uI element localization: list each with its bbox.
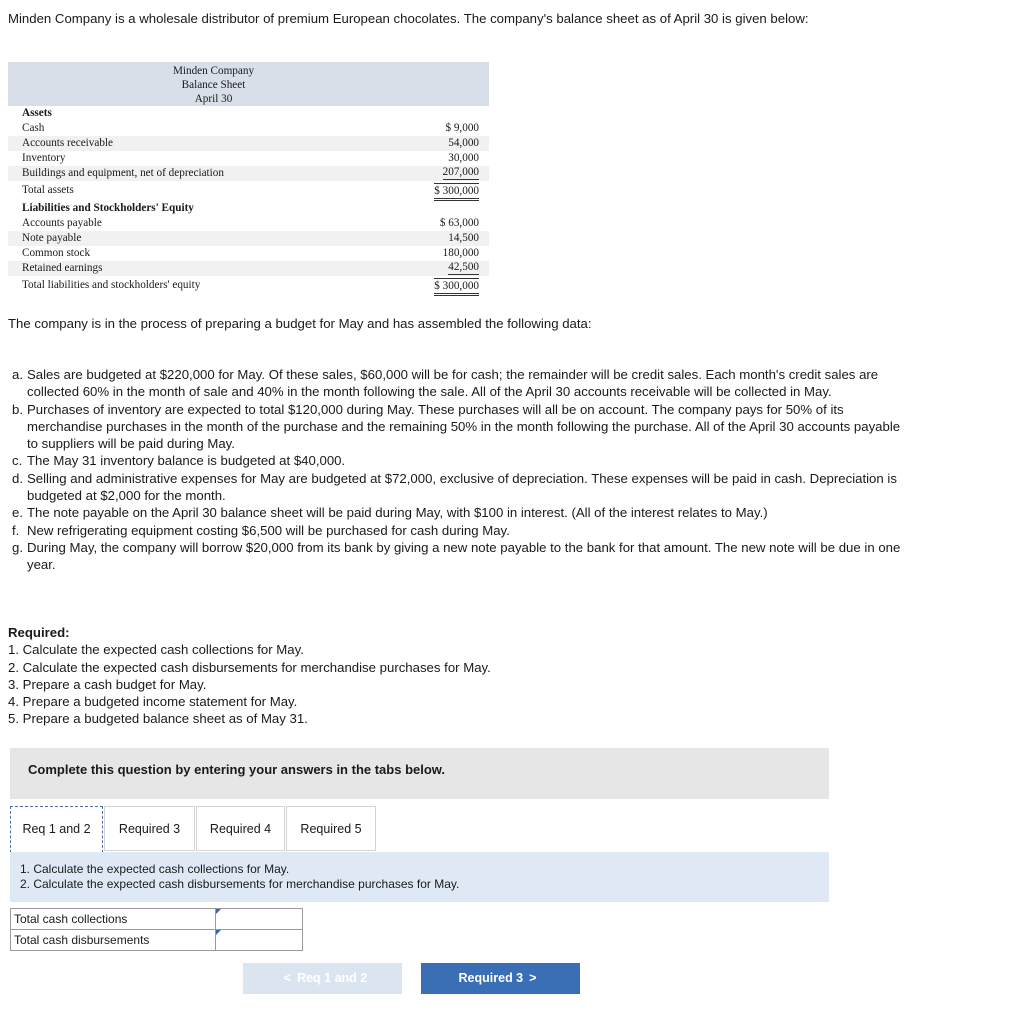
list-item: d. Selling and administrative expenses for May are budgeted at $72,000, exclusive of depreciation. These expenses will be paid in cash. Depreciation is budgeted at $2,000 for the month. [12,470,897,504]
tab-req-1-and-2[interactable]: Req 1 and 2 [10,806,103,853]
liability-row: Note payable 14,500 [8,231,489,246]
tab-instructions [10,852,829,902]
asset-row: Cash $ 9,000 [22,122,479,134]
total-assets-row: Total assets $ 300,000 [8,183,489,198]
total-cash-disbursements-label: Total cash disbursements [11,930,216,951]
prev-button[interactable] [243,963,402,994]
liability-row: Accounts payable $ 63,000 [22,217,479,229]
instruction-line: 2. Calculate the expected cash disbursements for merchandise purchases for May. [20,877,460,891]
required-title: Required: [8,625,70,640]
asset-row: Buildings and equipment, net of depreciation 207,000 [8,166,489,181]
complete-banner: Complete this question by entering your answers in the tabs below. [10,748,829,799]
balance-sheet [8,62,489,293]
balance-sheet-header [8,62,489,106]
table-row [11,930,303,951]
required-item: 5. Prepare a budgeted balance sheet as of May 31. [8,711,308,727]
total-cash-disbursements-input[interactable] [216,930,302,950]
asset-row: Inventory 30,000 [22,152,479,164]
required-item: 1. Calculate the expected cash collections for May. [8,642,304,658]
required-section [8,624,491,728]
table-row [11,909,303,930]
next-button[interactable] [421,963,580,994]
tab-required-4[interactable]: Required 4 [196,806,285,851]
required-item: 3. Prepare a cash budget for May. [8,676,207,692]
company-name: Minden Company [172,65,255,77]
statement-title: Balance Sheet [181,79,246,91]
data-list [8,366,908,574]
chevron-left-icon: < [283,971,292,985]
list-item: f. New refrigerating equipment costing $6,500 will be purchased for cash during May. [12,522,510,538]
liabilities-heading: Liabilities and Stockholders' Equity [22,202,194,214]
tab-required-5[interactable]: Required 5 [286,806,376,851]
list-item: b. Purchases of inventory are expected to total $120,000 during May. These purchases will all be on account. The company pays for 50% of its merchandise purchases in the month of the purchase and the remaining 50% in the month following the purchase. All of the April 30 accounts payable to suppliers will be paid during May. [12,401,901,452]
required-item: 2. Calculate the expected cash disbursements for merchandise purchases for May. [8,659,491,675]
liability-row: Common stock 180,000 [22,247,479,259]
total-cash-collections-input[interactable] [216,909,302,929]
required-item: 4. Prepare a budgeted income statement for May. [8,694,298,710]
assets-heading: Assets [22,107,52,119]
statement-date: April 30 [194,93,233,105]
instruction-line: 1. Calculate the expected cash collections for May. [20,862,290,876]
next-button-label: Required 3 [458,971,524,985]
list-item: c. The May 31 inventory balance is budgeted at $40,000. [12,453,346,469]
chevron-right-icon: > [529,971,537,985]
intro-text: Minden Company is a wholesale distributor of premium European chocolates. The company's balance sheet as of April 30 is given below: [8,11,809,26]
answer-table [10,908,303,951]
asset-row: Accounts receivable 54,000 [8,136,489,151]
liability-row: Retained earnings 42,500 [8,261,489,276]
prev-button-label: Req 1 and 2 [297,971,368,985]
tab-required-3[interactable]: Required 3 [104,806,195,851]
list-item: e. The note payable on the April 30 balance sheet will be paid during May, with $100 in interest. (All of the interest relates to May.) [12,505,768,521]
list-item: a. Sales are budgeted at $220,000 for May. Of these sales, $60,000 will be for cash; the remainder will be credit sales. Each month's credit sales are collected 60% in the month of sale and 40% in the month following the sale. All of the April 30 accounts receivable will be collected in May. [12,367,879,400]
total-cash-collections-label: Total cash collections [11,909,216,930]
total-liabilities-row: Total liabilities and stockholders' equity $ 300,000 [8,278,489,293]
list-item: g. During May, the company will borrow $20,000 from its bank by giving a new note payable to the bank for that amount. The new note will be due in one year. [12,539,901,573]
data-intro: The company is in the process of preparing a budget for May and has assembled the following data: [8,316,592,331]
